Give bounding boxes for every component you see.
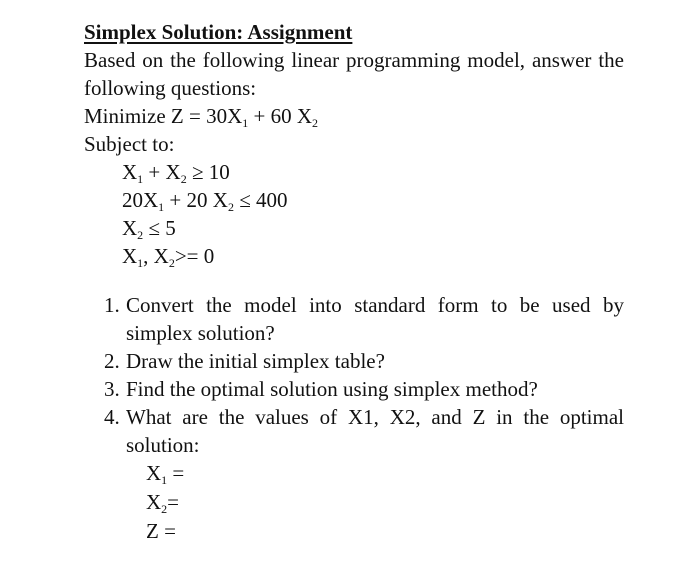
constraint-part: X — [122, 216, 138, 240]
intro-text: Based on the following linear programming model, answer the following questions: — [84, 48, 624, 100]
subscript: 2 — [137, 228, 144, 242]
subscript: 2 — [312, 116, 319, 130]
constraint-part: + 20 X — [164, 188, 228, 212]
constraint-4 — [122, 242, 624, 270]
subscript: 2 — [180, 172, 187, 186]
answer-z — [146, 517, 624, 546]
constraint-part: ≤ 400 — [233, 188, 288, 212]
subscript: 1 — [161, 473, 168, 487]
constraint-part: + X — [143, 160, 181, 184]
constraint-part: ≥ 10 — [186, 160, 230, 184]
objective-function — [84, 102, 624, 130]
subscript: 1 — [158, 200, 165, 214]
question-3 — [104, 375, 624, 403]
subscript: 1 — [242, 116, 249, 130]
questions-list — [104, 291, 624, 546]
answer-part: = — [167, 461, 185, 485]
constraint-part: X — [122, 244, 138, 268]
constraint-part: >= 0 — [174, 244, 215, 268]
answer-x2 — [146, 488, 624, 517]
answer-part: Z = — [146, 519, 176, 543]
constraint-2 — [122, 186, 624, 214]
document-title: Simplex Solution: Assignment — [84, 20, 353, 44]
question-number: 4. — [104, 405, 120, 429]
constraint-part: ≤ 5 — [143, 216, 176, 240]
question-text: Find the optimal solution using simplex method? — [126, 377, 538, 401]
constraint-part: X — [122, 160, 138, 184]
answer-part: = — [167, 490, 180, 514]
question-text: Convert the model into standard form to be used by simplex solution? — [126, 293, 624, 345]
assignment-document — [84, 18, 624, 546]
objective-part: Minimize Z = 30X — [84, 104, 243, 128]
question-text: Draw the initial simplex table? — [126, 349, 385, 373]
constraints-list — [122, 158, 624, 270]
objective-part: + 60 X — [248, 104, 313, 128]
question-4 — [104, 403, 624, 459]
subject-to-label: Subject to: — [84, 132, 175, 156]
answer-x1 — [146, 459, 624, 488]
answer-part: X — [146, 461, 162, 485]
constraint-3 — [122, 214, 624, 242]
answer-part: X — [146, 490, 162, 514]
constraint-part: 20X — [122, 188, 159, 212]
constraint-1 — [122, 158, 624, 186]
subscript: 1 — [137, 172, 144, 186]
question-number: 2. — [104, 349, 120, 373]
constraint-part: , X — [143, 244, 169, 268]
question-text: What are the values of X1, X2, and Z in the optimal solution: — [126, 405, 624, 457]
answer-blanks — [146, 459, 624, 546]
question-1 — [104, 291, 624, 347]
question-2 — [104, 347, 624, 375]
question-number: 3. — [104, 377, 120, 401]
subscript: 2 — [161, 502, 168, 516]
subscript: 2 — [168, 256, 175, 270]
subscript: 2 — [227, 200, 234, 214]
question-number: 1. — [104, 293, 120, 317]
subscript: 1 — [137, 256, 144, 270]
